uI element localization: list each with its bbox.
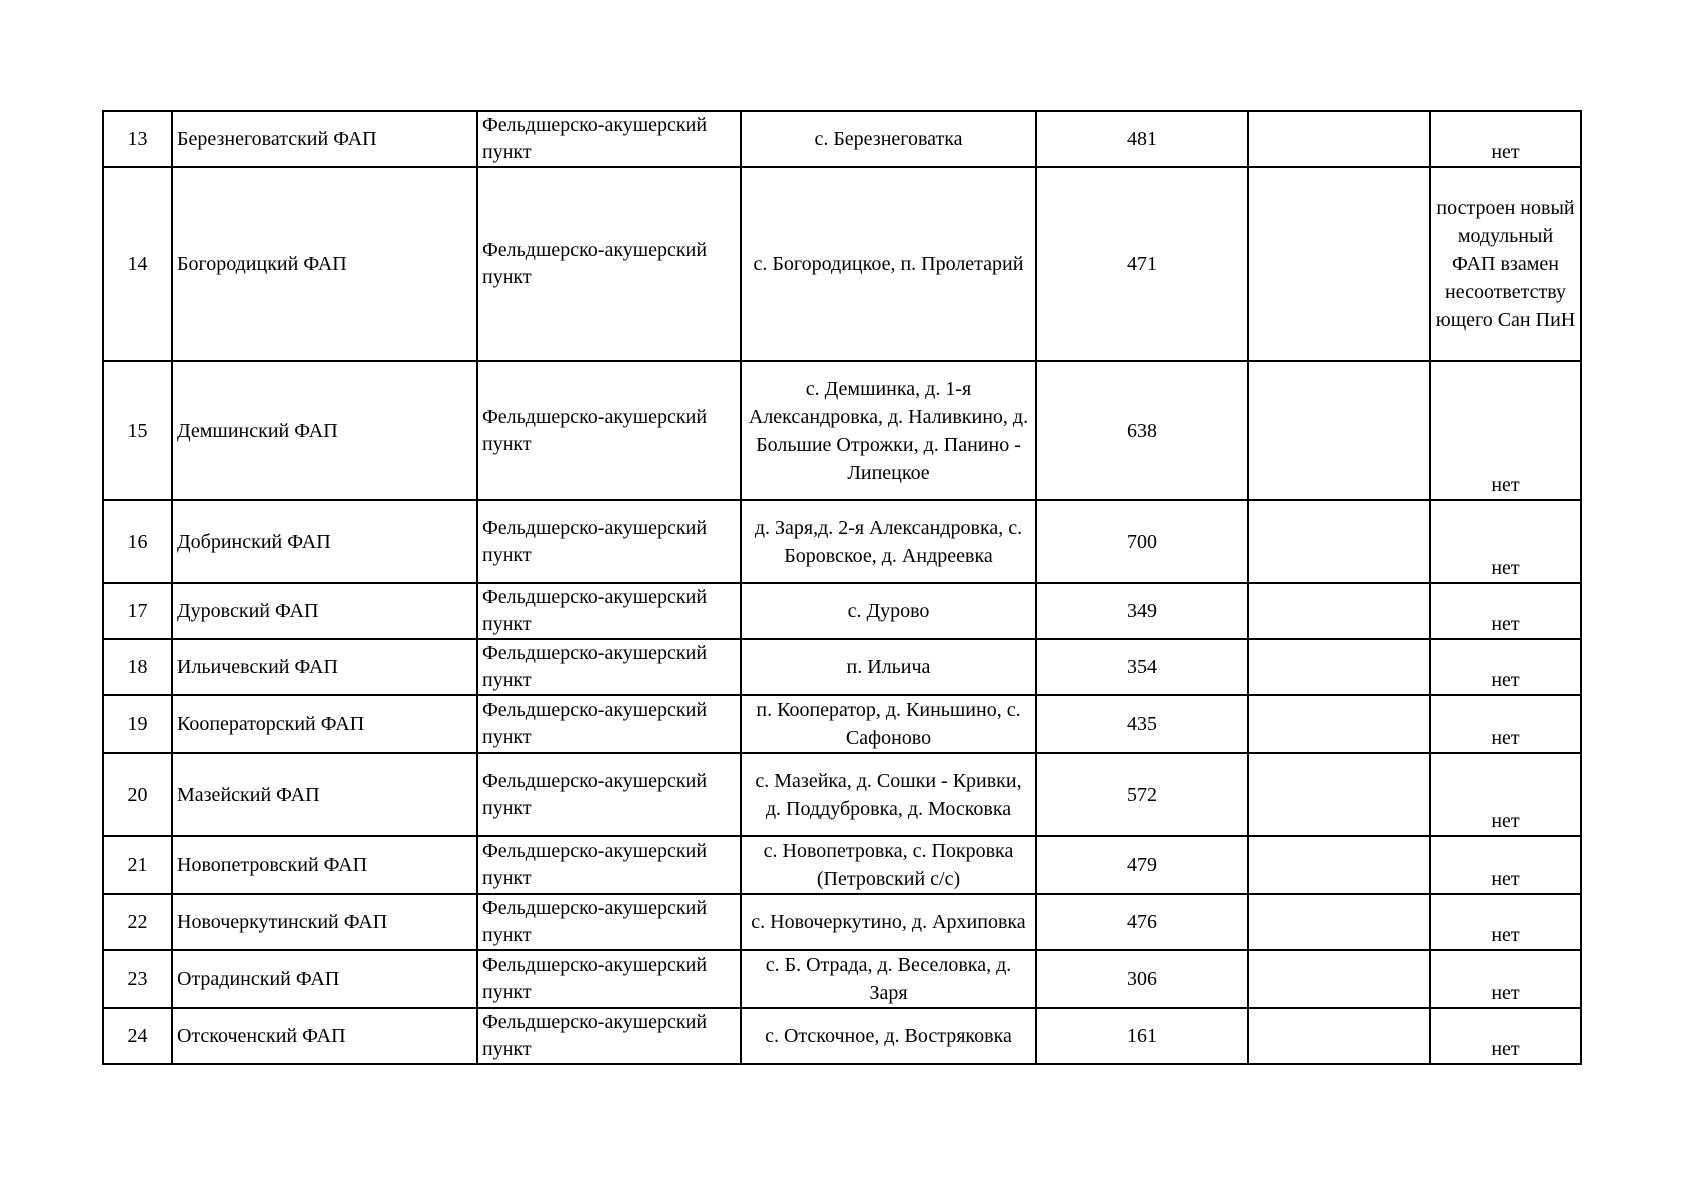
empty-cell <box>1248 753 1430 836</box>
note: нет <box>1430 894 1581 950</box>
population: 638 <box>1036 361 1248 500</box>
table-row <box>103 753 1581 836</box>
facility-type: Фельдшерско-акушерский пункт <box>477 583 741 639</box>
note: нет <box>1430 111 1581 167</box>
row-number: 20 <box>103 753 172 836</box>
facility-name: Добринский ФАП <box>172 500 477 583</box>
facility-type: Фельдшерско-акушерский пункт <box>477 639 741 695</box>
note: нет <box>1430 950 1581 1008</box>
row-number: 13 <box>103 111 172 167</box>
facility-name: Березнеговатский ФАП <box>172 111 477 167</box>
empty-cell <box>1248 639 1430 695</box>
row-number: 17 <box>103 583 172 639</box>
table-row <box>103 583 1581 639</box>
note: нет <box>1430 500 1581 583</box>
note: нет <box>1430 361 1581 500</box>
row-number: 16 <box>103 500 172 583</box>
facility-type: Фельдшерско-акушерский пункт <box>477 1008 741 1064</box>
table-row <box>103 836 1581 894</box>
empty-cell <box>1248 583 1430 639</box>
table-row <box>103 695 1581 753</box>
facility-type: Фельдшерско-акушерский пункт <box>477 753 741 836</box>
empty-cell <box>1248 950 1430 1008</box>
table-row <box>103 894 1581 950</box>
population: 349 <box>1036 583 1248 639</box>
settlements: с. Березнеговатка <box>741 111 1036 167</box>
table-row <box>103 1008 1581 1064</box>
table-body <box>103 111 1581 1064</box>
facility-name: Богородицкий ФАП <box>172 167 477 361</box>
facility-type: Фельдшерско-акушерский пункт <box>477 111 741 167</box>
facility-name: Отрадинский ФАП <box>172 950 477 1008</box>
table-row <box>103 639 1581 695</box>
row-number: 21 <box>103 836 172 894</box>
population: 479 <box>1036 836 1248 894</box>
empty-cell <box>1248 695 1430 753</box>
table-row <box>103 361 1581 500</box>
population: 572 <box>1036 753 1248 836</box>
note: нет <box>1430 1008 1581 1064</box>
population: 700 <box>1036 500 1248 583</box>
facility-type: Фельдшерско-акушерский пункт <box>477 167 741 361</box>
empty-cell <box>1248 111 1430 167</box>
population: 306 <box>1036 950 1248 1008</box>
note: построен новый модульный ФАП взамен несоответству ющего Сан ПиН <box>1430 167 1581 361</box>
population: 476 <box>1036 894 1248 950</box>
empty-cell <box>1248 836 1430 894</box>
row-number: 15 <box>103 361 172 500</box>
population: 435 <box>1036 695 1248 753</box>
population: 481 <box>1036 111 1248 167</box>
row-number: 23 <box>103 950 172 1008</box>
note: нет <box>1430 753 1581 836</box>
facility-name: Новочеркутинский ФАП <box>172 894 477 950</box>
row-number: 18 <box>103 639 172 695</box>
table-row <box>103 500 1581 583</box>
note: нет <box>1430 639 1581 695</box>
settlements: д. Заря,д. 2-я Александровка, с. Боровское, д. Андреевка <box>741 500 1036 583</box>
facility-type: Фельдшерско-акушерский пункт <box>477 361 741 500</box>
note: нет <box>1430 836 1581 894</box>
table-row <box>103 111 1581 167</box>
population: 354 <box>1036 639 1248 695</box>
empty-cell <box>1248 1008 1430 1064</box>
population: 471 <box>1036 167 1248 361</box>
note: нет <box>1430 583 1581 639</box>
facility-name: Мазейский ФАП <box>172 753 477 836</box>
empty-cell <box>1248 167 1430 361</box>
settlements: с. Мазейка, д. Сошки - Кривки, д. Поддубровка, д. Московка <box>741 753 1036 836</box>
row-number: 24 <box>103 1008 172 1064</box>
empty-cell <box>1248 361 1430 500</box>
facility-name: Дуровский ФАП <box>172 583 477 639</box>
settlements: с. Демшинка, д. 1-я Александровка, д. Наливкино, д. Большие Отрожки, д. Панино - Липецкое <box>741 361 1036 500</box>
settlements: с. Новочеркутино, д. Архиповка <box>741 894 1036 950</box>
settlements: с. Богородицкое, п. Пролетарий <box>741 167 1036 361</box>
row-number: 14 <box>103 167 172 361</box>
settlements: с. Отскочное, д. Востряковка <box>741 1008 1036 1064</box>
facility-type: Фельдшерско-акушерский пункт <box>477 500 741 583</box>
row-number: 19 <box>103 695 172 753</box>
settlements: п. Ильича <box>741 639 1036 695</box>
facility-type: Фельдшерско-акушерский пункт <box>477 950 741 1008</box>
facility-name: Демшинский ФАП <box>172 361 477 500</box>
facility-type: Фельдшерско-акушерский пункт <box>477 695 741 753</box>
table-row <box>103 167 1581 361</box>
settlements: с. Новопетровка, с. Покровка (Петровский с/с) <box>741 836 1036 894</box>
facility-name: Отскоченский ФАП <box>172 1008 477 1064</box>
note: нет <box>1430 695 1581 753</box>
empty-cell <box>1248 894 1430 950</box>
facility-type: Фельдшерско-акушерский пункт <box>477 894 741 950</box>
population: 161 <box>1036 1008 1248 1064</box>
facility-name: Кооператорский ФАП <box>172 695 477 753</box>
row-number: 22 <box>103 894 172 950</box>
table-row <box>103 950 1581 1008</box>
facilities-table <box>102 110 1582 1065</box>
facility-type: Фельдшерско-акушерский пункт <box>477 836 741 894</box>
settlements: с. Дурово <box>741 583 1036 639</box>
facility-name: Ильичевский ФАП <box>172 639 477 695</box>
empty-cell <box>1248 500 1430 583</box>
settlements: п. Кооператор, д. Киньшино, с. Сафоново <box>741 695 1036 753</box>
facility-name: Новопетровский ФАП <box>172 836 477 894</box>
settlements: с. Б. Отрада, д. Веселовка, д. Заря <box>741 950 1036 1008</box>
